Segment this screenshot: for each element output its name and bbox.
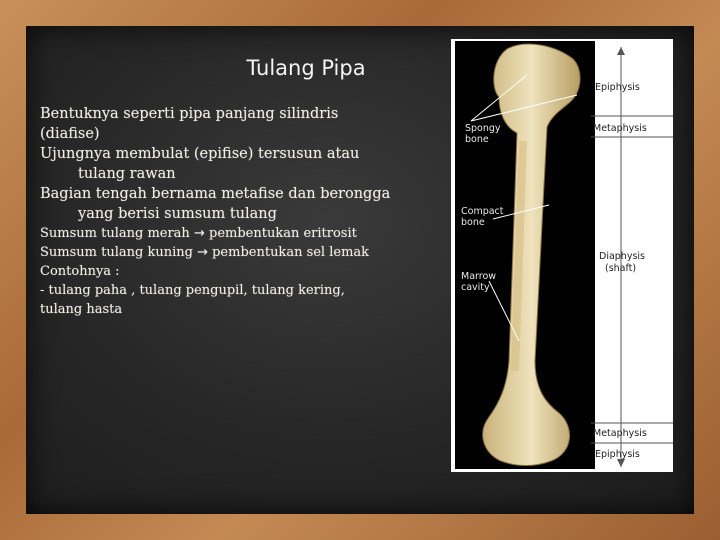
- paragraph-3-line-1: Bagian tengah bernama metafise dan berongga: [40, 186, 391, 202]
- marrow-yellow-function: pembentukan sel lemak: [212, 245, 370, 260]
- bone-diagram: [451, 39, 673, 472]
- examples-list: [40, 281, 432, 319]
- marrow-red-label: Sumsum tulang merah: [40, 226, 190, 241]
- paragraph-1: [40, 104, 432, 144]
- paragraph-3: [40, 184, 432, 224]
- marrow-red-function: pembentukan eritrosit: [209, 226, 357, 241]
- metaphysis-top-label: Metaphysis: [593, 123, 647, 134]
- epiphysis-top-label: Epiphysis: [595, 82, 640, 93]
- compact-bone-label: Compact bone: [461, 206, 504, 228]
- diaphysis-label: Diaphysis: [599, 251, 645, 262]
- paragraph-2-line-1: Ujungnya membulat (epifise) tersusun atau: [40, 146, 360, 162]
- paragraph-1-line-1: Bentuknya seperti pipa panjang silindris: [40, 106, 339, 122]
- metaphysis-bottom-label: Metaphysis: [593, 428, 647, 439]
- marrow-cavity-label: Marrow cavity: [461, 271, 497, 293]
- examples-line-1: - tulang paha , tulang pengupil, tulang kering,: [40, 283, 345, 298]
- content-text: [40, 104, 432, 319]
- marrow-yellow-label: Sumsum tulang kuning: [40, 245, 193, 260]
- arrow-right-icon: →: [193, 226, 205, 241]
- examples-line-2: tulang hasta: [40, 302, 123, 317]
- paragraph-2: [40, 144, 432, 184]
- arrow-right-icon: →: [197, 245, 208, 260]
- spongy-bone-label: Spongy bone: [465, 123, 501, 145]
- marrow-yellow-line: [40, 243, 432, 262]
- paragraph-3-line-2: yang berisi sumsum tulang: [78, 206, 277, 222]
- slide-title: Tulang Pipa: [246, 56, 366, 80]
- examples-heading: Contohnya :: [40, 264, 120, 279]
- epiphysis-bottom-label: Epiphysis: [595, 449, 640, 460]
- paragraph-1-line-2: (diafise): [40, 126, 100, 142]
- shaft-label: (shaft): [605, 263, 637, 274]
- paragraph-2-line-2: tulang rawan: [78, 166, 176, 182]
- marrow-red-line: [40, 224, 432, 243]
